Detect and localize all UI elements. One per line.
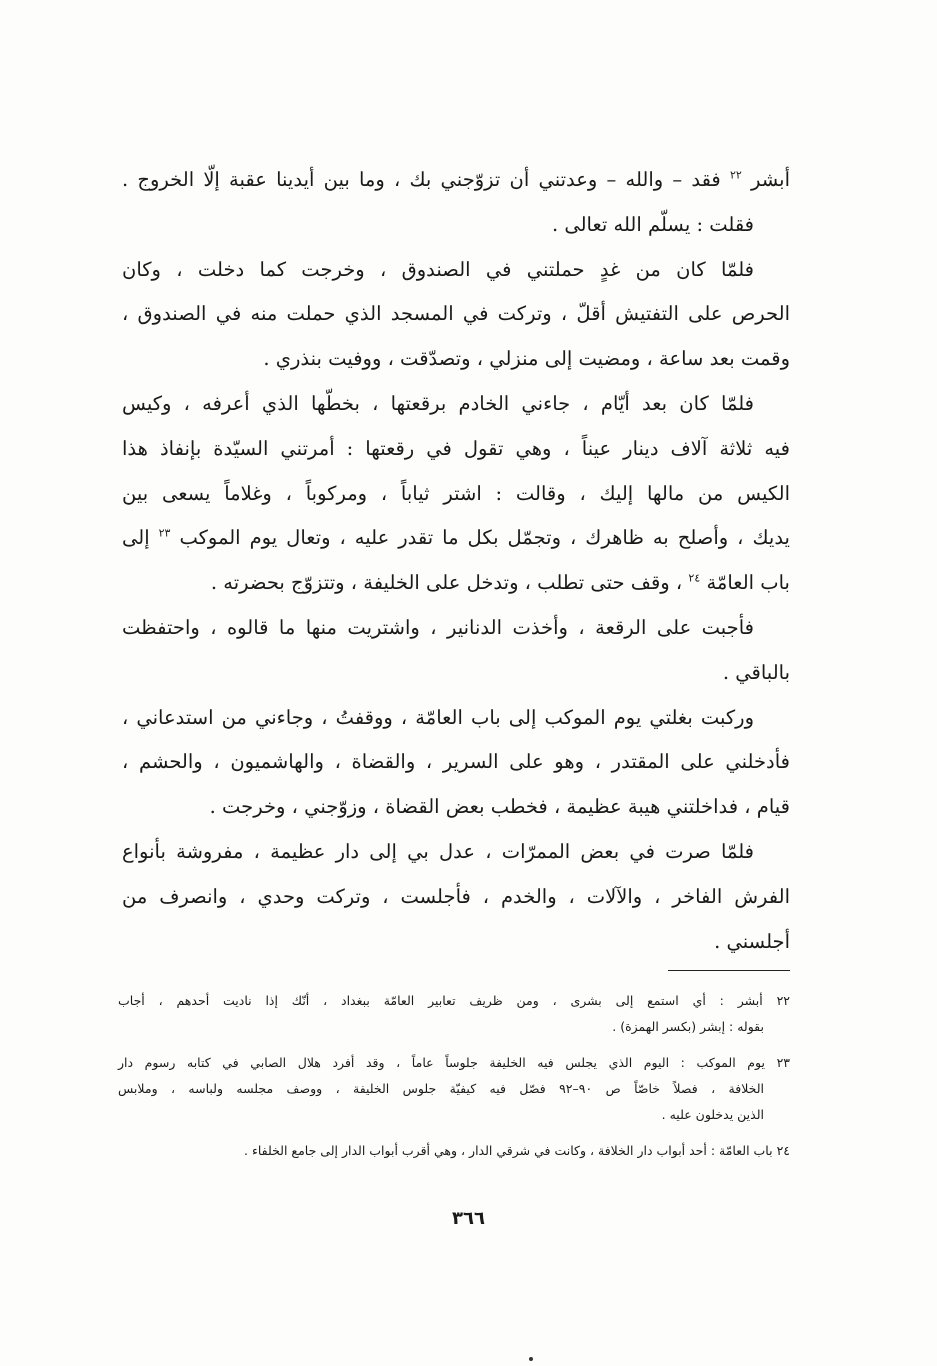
footnote-line: ٢٤ باب العامّة : أحد أبواب دار الخلافة ، وكانت في شرقي الدار ، وهي أقرب أبواب الدار إلى جامع الخلفاء . (244, 1143, 790, 1158)
footnote-line: ٢٢ أبشر : أي استمع إلى بشرى ، ومن ظريف تعابير العامّة ببغداد ، أنّك إذا ناديت أحدهم ، أجاب (118, 993, 790, 1008)
footnote-23 (118, 1050, 790, 1128)
text-line: الكيس من مالها إليك ، وقالت : اشتر ثياباً ، ومركوباً ، وغلاماً يسعى بين (122, 481, 790, 505)
footnote-line: ٢٣ يوم الموكب : اليوم الذي يجلس فيه الخليفة جلوساً عاماً ، وقد أفرد هلال الصابي في كتابه رسوم دار (118, 1055, 790, 1070)
text-line: بالباقي . (722, 660, 790, 684)
text-line: قيام ، فداخلتني هيبة عظيمة ، فخطب بعض القضاة ، وزوّجني ، وخرجت . (209, 795, 790, 819)
footnote-separator (668, 970, 790, 971)
text-line: فيه ثلاثة آلاف دينار عيناً ، وهي تقول في رقعتها : أمرتني السيّدة بإنفاذ هذا (122, 436, 790, 460)
text-line: فأجبت على الرقعة ، وأخذت الدنانير ، واشتريت منها ما قالوه ، واحتفظت (122, 615, 754, 639)
text-line: فلمّا صرت في بعض الممرّات ، عدل بي إلى دار عظيمة ، مفروشة بأنواع (122, 839, 754, 863)
text-line: وركبت بغلتي يوم الموكب إلى باب العامّة ، ووقفتُ ، وجاءني من استدعاني ، (122, 705, 754, 729)
text-line: أجلسني . (714, 929, 790, 953)
footnote-marker: ٢٤ (688, 571, 701, 585)
ink-speck (529, 1357, 533, 1361)
footnote-marker: ٢٢ (729, 168, 742, 182)
main-text-block (122, 158, 790, 964)
text-line: يديك ، وأصلح به ظاهرك ، وتجمّل بكل ما تقدر عليه ، وتعال يوم الموكب $^{٢٣}$ إلى (122, 526, 790, 550)
footnote-line: الخلافة ، فصلاً خاصّاً ص ٩٠–٩٢ فصّل فيه كيفيّة جلوس الخليفة ، ووصف مجلسه ولباسه ، وملابس (118, 1081, 764, 1096)
text-line: الفرش الفاخر ، والآلات ، والخدم ، فأجلست ، وتركت وحدي ، وانصرف من (122, 884, 790, 908)
footnote-line: الذين يدخلون عليه . (661, 1107, 764, 1122)
text-line: فلمّا كان من غدٍ حملتني في الصندوق ، وخرجت كما دخلت ، وكان (122, 257, 754, 281)
text-line: فأدخلني على المقتدر ، وهو على السرير ، والقضاة ، والهاشميون ، والحشم ، (122, 750, 790, 774)
footnote-marker: ٢٣ (158, 526, 171, 540)
page-number: ٣٦٦ (452, 1208, 485, 1229)
text-line: فلمّا كان بعد أيّام ، جاءني الخادم برقعتها ، بخطّها الذي أعرفه ، وكيس (122, 391, 754, 415)
footnote-24 (118, 1138, 790, 1164)
text-line: وقمت بعد ساعة ، ومضيت إلى منزلي ، وتصدّقت ، ووفيت بنذري . (263, 347, 790, 371)
text-line: فقلت : يسلّم الله تعالى . (551, 212, 754, 236)
text-line: أبشر $^{٢٢}$ فقد – والله – وعدتني أن تزوّجني بك ، وما بين أيدينا عقبة إلّا الخروج . (122, 168, 790, 191)
text-line: الحرص على التفتيش أقلّ ، وتركت في المسجد الذي حملت منه في الصندوق ، (122, 302, 790, 326)
text-line: باب العامّة $^{٢٤}$ ، وقف حتى تطلب ، وتدخل على الخليفة ، وتتزوّج بحضرته . (210, 571, 790, 595)
footnote-22 (118, 988, 790, 1040)
footnote-line: بقوله : إبشر (بكسر الهمزة) . (612, 1019, 764, 1034)
footnotes-block (118, 988, 790, 1174)
